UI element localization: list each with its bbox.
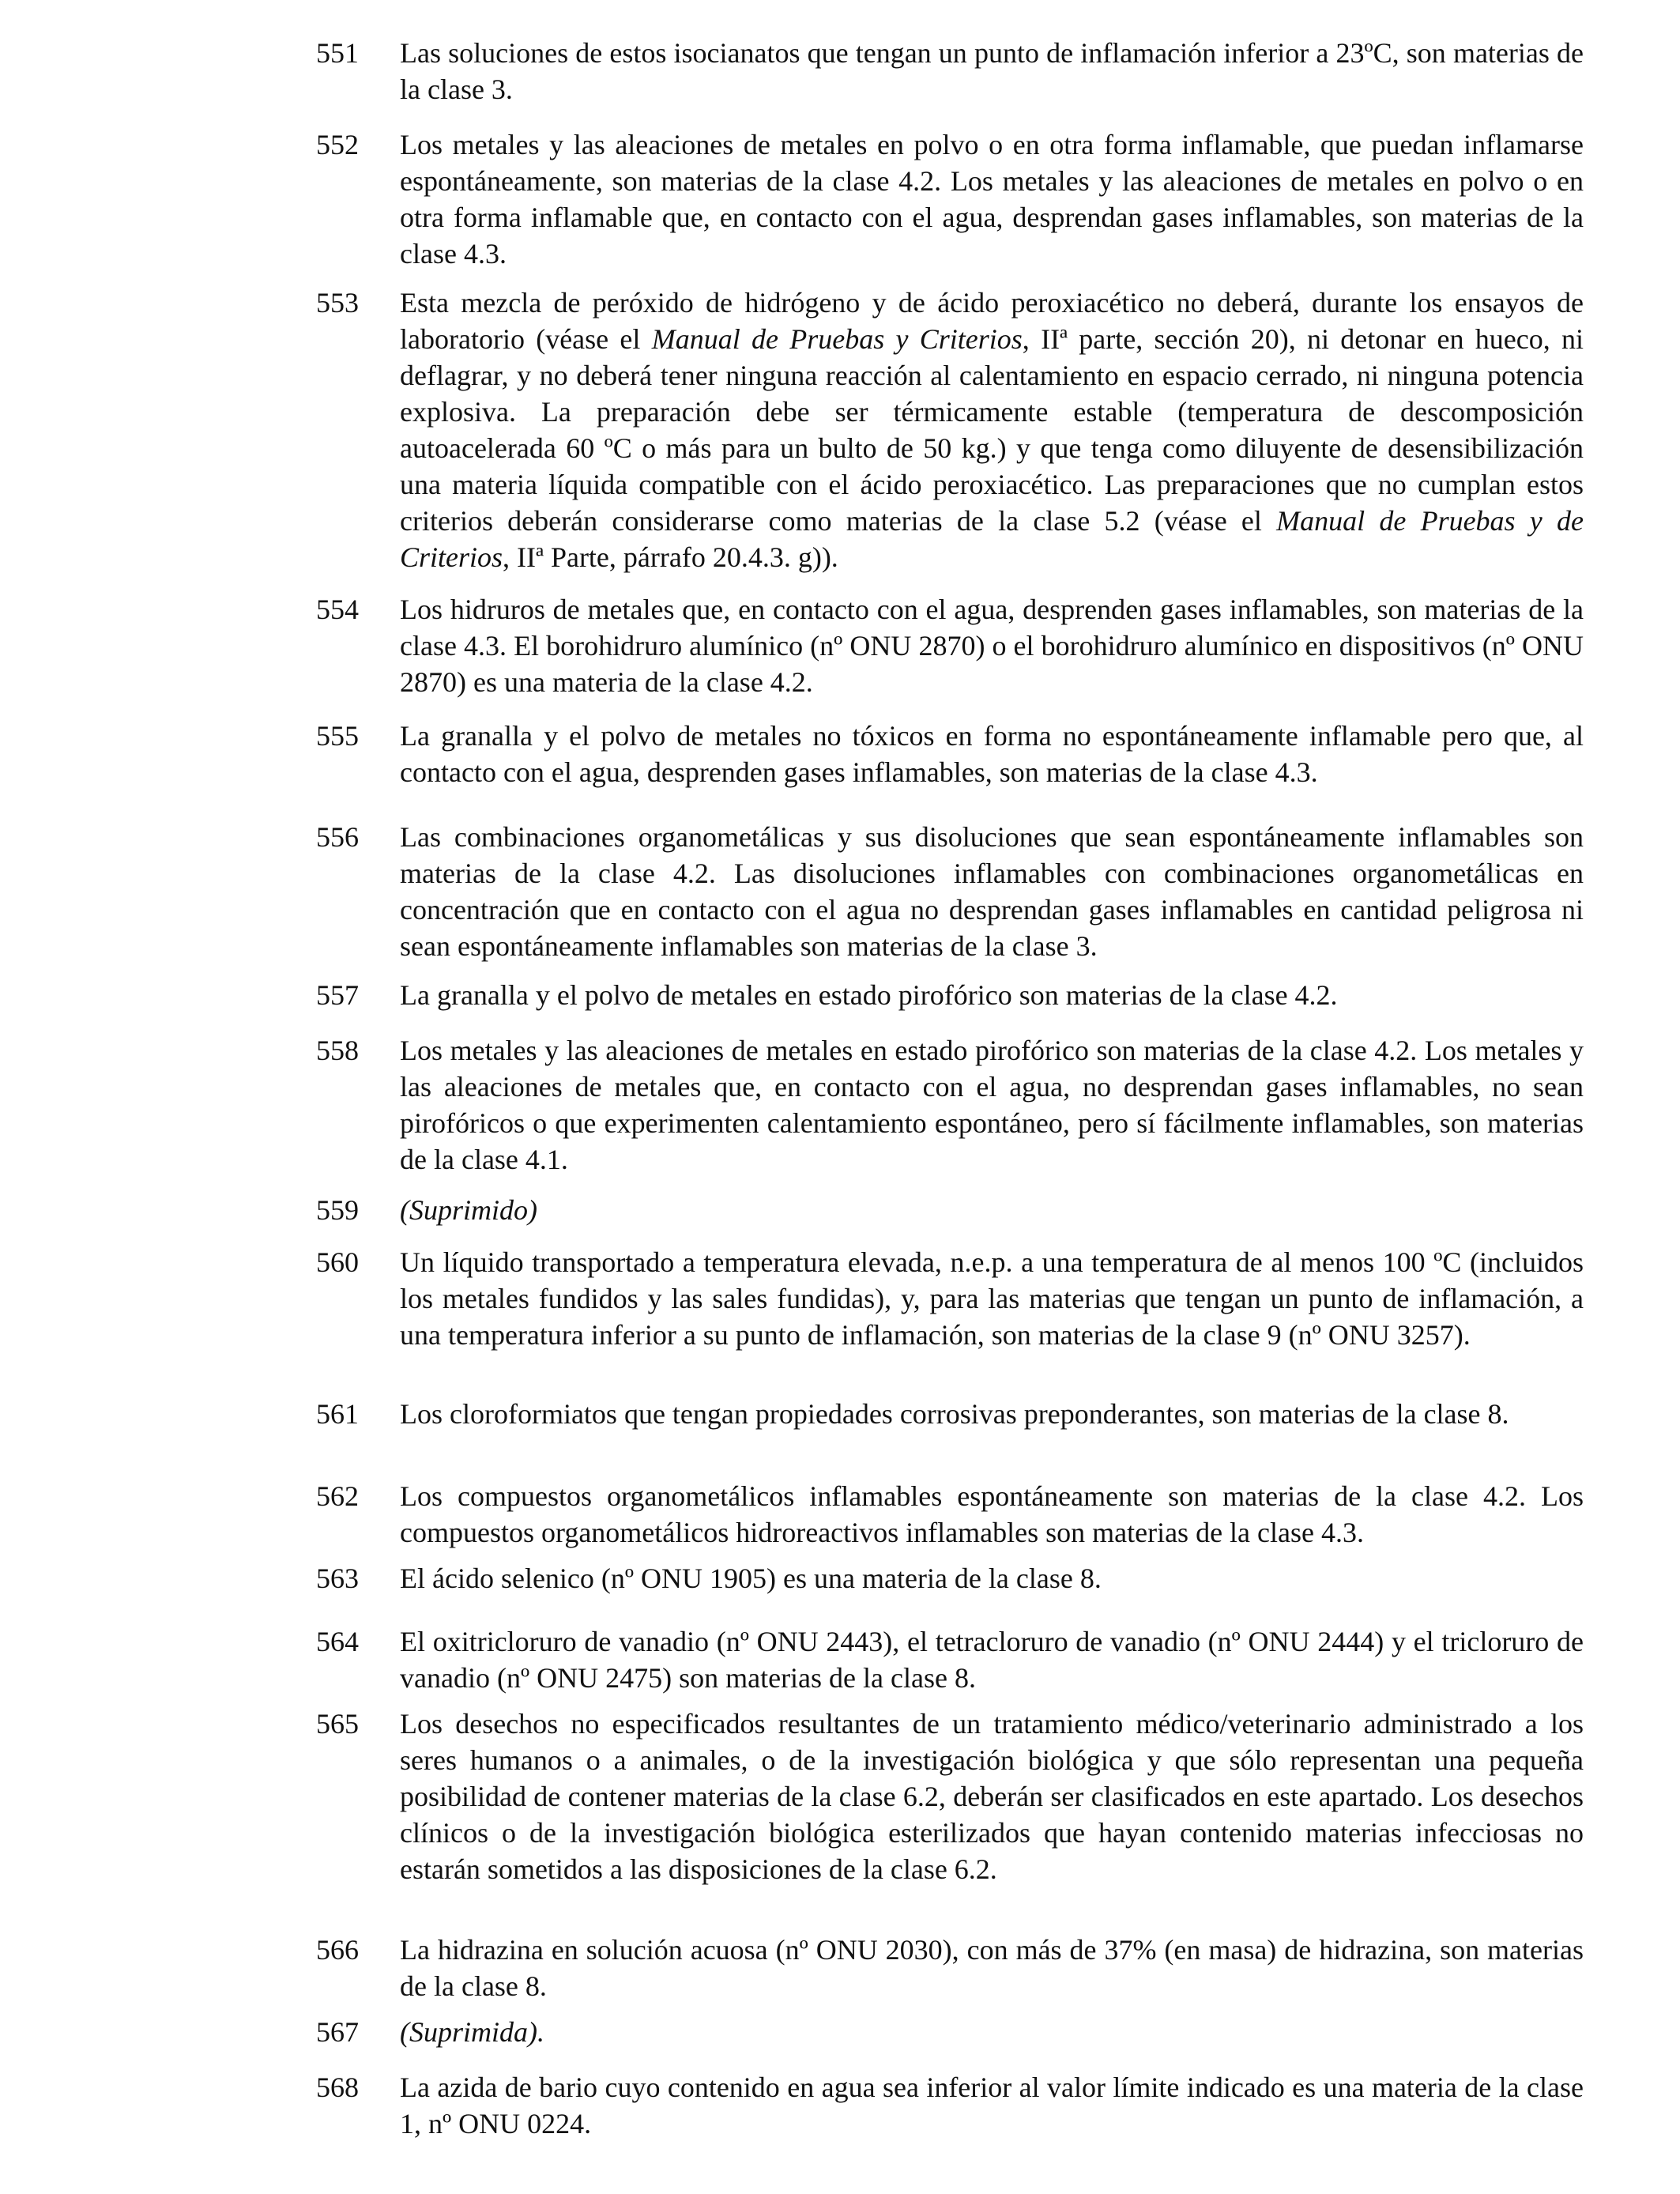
- provision-text: [400, 1623, 1584, 1696]
- provision-text: [400, 1478, 1584, 1551]
- provision-text: [400, 1560, 1584, 1596]
- provision-text: [400, 1706, 1584, 1887]
- provision-number: 568: [316, 2071, 359, 2103]
- provision-text: [400, 1192, 1584, 1228]
- provision-number: 551: [316, 37, 359, 69]
- provision-text-segment: (Suprimido): [400, 1194, 537, 1226]
- provision-number: 558: [316, 1035, 359, 1066]
- provision-text: [400, 591, 1584, 700]
- provision-number: 553: [316, 287, 359, 319]
- provision-text-segment: Las combinaciones organometálicas y sus disoluciones que sean espontáneamente inflamables son materias de la clase 4.2. Las disoluciones inflamables con combinaciones organometálicas en concentración que en contacto con el agua no desprendan gases inflamables en cantidad peligrosa ni sean espontáneamente inflamables son materias de la clase 3.: [400, 821, 1584, 962]
- provision-text-segment: El oxitricloruro de vanadio (nº ONU 2443), el tetracloruro de vanadio (nº ONU 2444) y el tricloruro de vanadio (nº ONU 2475) son materias de la clase 8.: [400, 1626, 1584, 1694]
- provision-number: 555: [316, 720, 359, 752]
- provision-text-segment: Los metales y las aleaciones de metales en polvo o en otra forma inflamable, que puedan inflamarse espontáneamente, son materias de la clase 4.2. Los metales y las aleaciones de metales en polvo o en otra forma inflamable que, en contacto con el agua, desprendan gases inflamables, son materias de la clase 4.3.: [400, 129, 1584, 270]
- provision-number: 566: [316, 1934, 359, 1966]
- provision-text-segment: Los desechos no especificados resultantes de un tratamiento médico/veterinario administrado a los seres humanos o a animales, o de la investigación biológica y que sólo representan una pequeña posibilidad de contener materias de la clase 6.2, deberán ser clasificados en este apartado. Los desechos clínicos o de la investigación biológica esterilizados que hayan contenido materias infecciosas no estarán sometidos a las disposiciones de la clase 6.2.: [400, 1708, 1584, 1885]
- provision-text-segment: La granalla y el polvo de metales en estado pirofórico son materias de la clase 4.2.: [400, 979, 1338, 1011]
- provision-number: 563: [316, 1563, 359, 1594]
- provision-text: [400, 126, 1584, 272]
- provision-text-segment: La hidrazina en solución acuosa (nº ONU 2030), con más de 37% (en masa) de hidrazina, son materias de la clase 8.: [400, 1934, 1584, 2002]
- provision-text: [400, 1396, 1584, 1432]
- provision-number: 557: [316, 979, 359, 1011]
- provision-number: 560: [316, 1246, 359, 1278]
- provision-text-segment: Las soluciones de estos isocianatos que tengan un punto de inflamación inferior a 23ºC, son materias de la clase 3.: [400, 37, 1584, 105]
- provision-text: [400, 1244, 1584, 1353]
- provision-text-segment: Los cloroformiatos que tengan propiedades corrosivas preponderantes, son materias de la clase 8.: [400, 1398, 1509, 1430]
- provision-text-segment: Los compuestos organometálicos inflamables espontáneamente son materias de la clase 4.2. Los compuestos organometálicos hidroreactivos inflamables son materias de la clase 4.3.: [400, 1480, 1584, 1548]
- provision-number: 561: [316, 1398, 359, 1430]
- provision-text-segment: , IIª Parte, párrafo 20.4.3. g)).: [503, 541, 838, 573]
- provision-number: 556: [316, 821, 359, 853]
- provision-number: 565: [316, 1708, 359, 1740]
- provision-number: 552: [316, 129, 359, 160]
- provision-text-segment: , IIª parte, sección 20), ni detonar en hueco, ni deflagrar, y no deberá tener ninguna reacción al calentamiento en espacio cerrado, ni ninguna potencia explosiva. La preparación debe ser térmicamente estable (temperatura de descomposición autoacelerada 60 ºC o más para un bulto de 50 kg.) y que tenga como diluyente de desensibilización una materia líquida compatible con el ácido peroxiacético. Las preparaciones que no cumplan estos criterios deberán considerarse como materias de la clase 5.2 (véase el: [400, 323, 1584, 537]
- provision-text: [400, 2014, 1584, 2050]
- provision-text: [400, 718, 1584, 790]
- provision-text-segment: Un líquido transportado a temperatura elevada, n.e.p. a una temperatura de al menos 100 ºC (incluidos los metales fundidos y las sales fundidas), y, para las materias que tengan un punto de inflamación, a una temperatura inferior a su punto de inflamación, son materias de la clase 9 (nº ONU 3257).: [400, 1246, 1584, 1351]
- provision-number: 554: [316, 594, 359, 625]
- provision-text-segment: Los metales y las aleaciones de metales en estado pirofórico son materias de la clase 4.2. Los metales y las aleaciones de metales que, en contacto con el agua, no desprendan gases inflamables, no sean pirofóricos o que experimenten calentamiento espontáneo, pero sí fácilmente inflamables, son materias de la clase 4.1.: [400, 1035, 1584, 1175]
- provision-number: 564: [316, 1626, 359, 1657]
- provision-text-segment: El ácido selenico (nº ONU 1905) es una materia de la clase 8.: [400, 1563, 1102, 1594]
- publication-title: Manual de Pruebas y Criterios: [651, 323, 1023, 355]
- provision-number: 562: [316, 1480, 359, 1512]
- provision-text-segment: La azida de bario cuyo contenido en agua sea inferior al valor límite indicado es una materia de la clase 1, nº ONU 0224.: [400, 2071, 1584, 2139]
- provision-text: [400, 977, 1584, 1013]
- provision-number: 567: [316, 2016, 359, 2048]
- provision-text: [400, 1032, 1584, 1178]
- provision-text-segment: La granalla y el polvo de metales no tóxicos en forma no espontáneamente inflamable pero que, al contacto con el agua, desprenden gases inflamables, son materias de la clase 4.3.: [400, 720, 1584, 788]
- provision-text: [400, 2069, 1584, 2142]
- provision-text: [400, 819, 1584, 964]
- provision-text-segment: Los hidruros de metales que, en contacto con el agua, desprenden gases inflamables, son materias de la clase 4.3. El borohidruro alumínico (nº ONU 2870) o el borohidruro alumínico en dispositivos (nº ONU 2870) es una materia de la clase 4.2.: [400, 594, 1584, 698]
- provision-text: [400, 285, 1584, 575]
- provision-text: [400, 35, 1584, 107]
- provision-text-segment: (Suprimida).: [400, 2016, 544, 2048]
- provision-text: [400, 1932, 1584, 2004]
- publication-title: Manual de Pruebas y de Criterios: [400, 505, 1584, 573]
- provision-number: 559: [316, 1194, 359, 1226]
- provision-text-segment: Esta mezcla de peróxido de hidrógeno y de ácido peroxiacético no deberá, durante los ensayos de laboratorio (véase el: [400, 287, 1584, 355]
